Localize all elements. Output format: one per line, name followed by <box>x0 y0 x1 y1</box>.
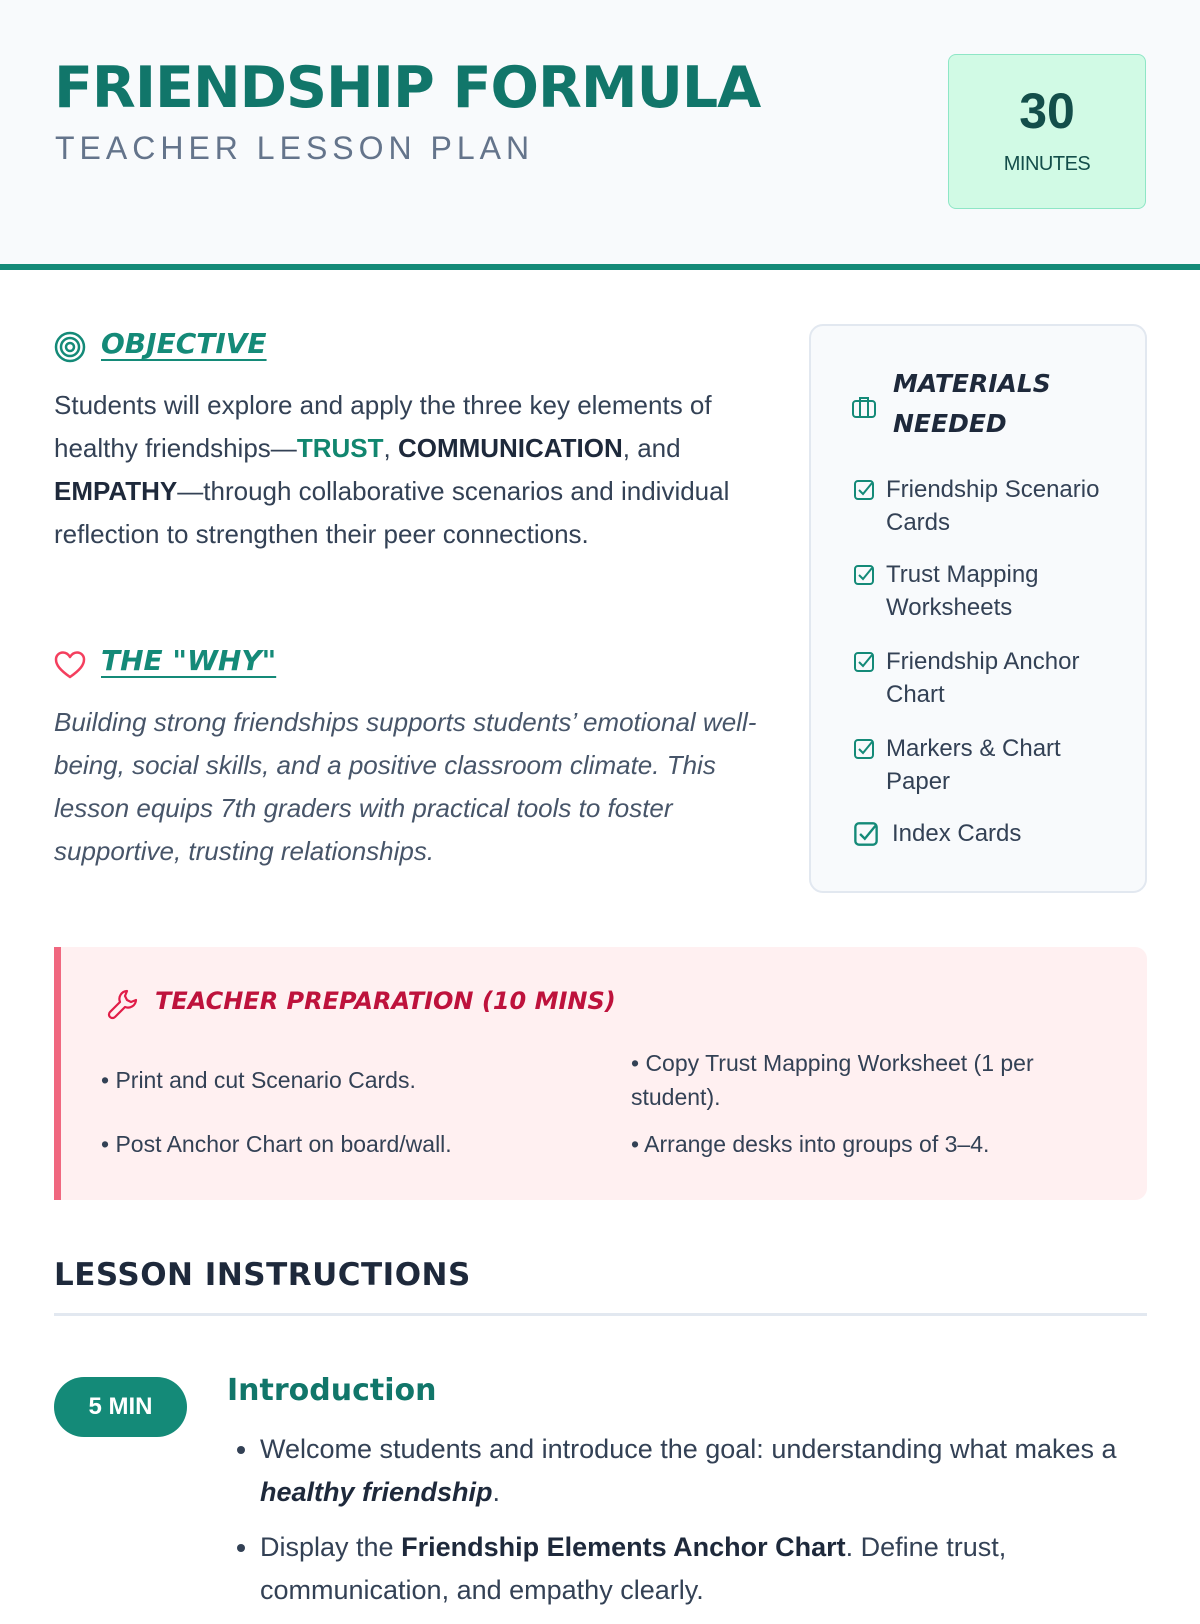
step-title: Introduction <box>227 1373 437 1408</box>
list-item: • Display the Friendship Elements Anchor Chart. Define trust, communication, and empathy clearly. <box>260 1526 1180 1612</box>
heart-icon <box>54 650 86 680</box>
checkbox-icon <box>853 738 875 760</box>
wrench-icon <box>107 988 139 1020</box>
material-item: Friendship Scenario Cards <box>853 473 1123 539</box>
prep-title: TEACHER PREPARATION (10 MINS) <box>155 987 616 1015</box>
page-header <box>0 0 1200 270</box>
material-item: Friendship Anchor Chart <box>853 645 1123 711</box>
teacher-prep-panel <box>54 947 1147 1200</box>
material-item: Trust Mapping Worksheets <box>853 558 1123 624</box>
prep-item: • Print and cut Scenario Cards. <box>101 1067 416 1093</box>
prep-item: • Arrange desks into groups of 3–4. <box>631 1131 990 1157</box>
objective-text: Students will explore and apply the three key elements of healthy friendships—TRUST, COMMUNICATION, and EMPATHY—through collaborative scenarios and individual reflection to strengthen their peer connections. <box>54 390 730 549</box>
checkbox-icon <box>853 479 875 501</box>
checkbox-icon <box>853 564 875 586</box>
briefcase-icon <box>851 394 877 420</box>
prep-item: • Copy Trust Mapping Worksheet (1 per student). <box>631 1050 1034 1110</box>
step-duration-badge: 5 MIN <box>54 1377 187 1437</box>
target-icon <box>54 331 86 363</box>
material-item: Index Cards <box>853 817 1123 850</box>
why-heading: THE "WHY" <box>101 644 277 677</box>
checkbox-icon <box>853 651 875 673</box>
step-bullet-list <box>226 1428 1180 1624</box>
page-subtitle: TEACHER LESSON PLAN <box>55 130 535 166</box>
keyword-trust: TRUST <box>296 433 384 463</box>
list-item: • Welcome students and introduce the goal: understanding what makes a healthy friendship. <box>260 1428 1180 1514</box>
duration-value: 30 <box>1019 83 1075 139</box>
prep-item: • Post Anchor Chart on board/wall. <box>101 1131 452 1157</box>
duration-badge <box>948 54 1146 209</box>
why-text: Building strong friendships supports students’ emotional well-being, social skills, and a positive classroom climate. This lesson equips 7th graders with practical tools to foster supportive, trusting relationships. <box>54 707 757 866</box>
materials-title: MATERIALS NEEDED <box>893 369 1051 438</box>
checkbox-icon <box>853 821 879 847</box>
section-divider <box>54 1313 1147 1316</box>
keyword-empathy: EMPATHY <box>54 476 178 506</box>
objective-heading: OBJECTIVE <box>101 327 267 360</box>
duration-unit: MINUTES <box>1003 153 1091 175</box>
page-title: FRIENDSHIP FORMULA <box>54 55 761 121</box>
material-item: Markers & Chart Paper <box>853 732 1123 798</box>
lesson-instructions-heading: LESSON INSTRUCTIONS <box>54 1257 471 1293</box>
keyword-communication: COMMUNICATION <box>397 433 623 463</box>
materials-panel <box>809 324 1147 893</box>
